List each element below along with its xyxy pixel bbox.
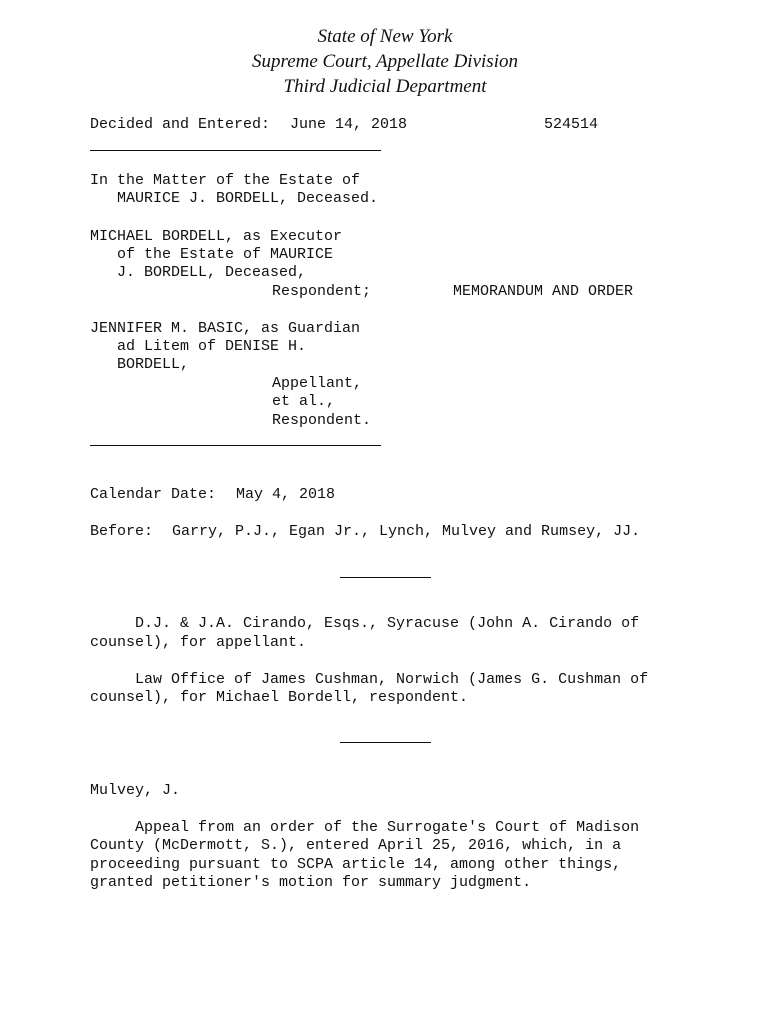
caption-bottom-rule xyxy=(90,445,381,446)
respondent-counsel-line-1: Law Office of James Cushman, Norwich (James G. Cushman of xyxy=(90,671,649,688)
court-name: Supreme Court, Appellate Division xyxy=(252,51,518,72)
before-label: Before: xyxy=(90,523,154,540)
section-rule-2 xyxy=(340,742,431,743)
party1-line-1: MICHAEL BORDELL, as Executor xyxy=(90,228,343,245)
decided-label: Decided and Entered: xyxy=(90,116,271,133)
opinion-line-1: Appeal from an order of the Surrogate's Court of Madison xyxy=(90,819,640,836)
appellant-counsel-line-1: D.J. & J.A. Cirando, Esqs., Syracuse (John A. Cirando of xyxy=(90,615,640,632)
section-rule-1 xyxy=(340,577,431,578)
appellant-counsel-line-2: counsel), for appellant. xyxy=(90,634,307,651)
court-department: Third Judicial Department xyxy=(283,76,487,97)
matter-line-1: In the Matter of the Estate of xyxy=(90,172,361,189)
caption-top-rule xyxy=(90,150,381,151)
party2-line-2: ad Litem of DENISE H. xyxy=(117,338,307,355)
docket-number: 524514 xyxy=(544,116,599,133)
court-header xyxy=(0,24,770,99)
calendar-label: Calendar Date: xyxy=(90,486,217,503)
court-state: State of New York xyxy=(317,26,453,47)
order-type: MEMORANDUM AND ORDER xyxy=(453,283,634,300)
party2-line-1: JENNIFER M. BASIC, as Guardian xyxy=(90,320,361,337)
opinion-line-4: granted petitioner's motion for summary judgment. xyxy=(90,874,532,891)
party1-line-3: J. BORDELL, Deceased, xyxy=(117,264,307,281)
party2-line-3: BORDELL, xyxy=(117,356,190,373)
party2-role-2: et al., xyxy=(272,393,336,410)
opinion-line-3: proceeding pursuant to SCPA article 14, among other things, xyxy=(90,856,622,873)
party2-role-3: Respondent. xyxy=(272,412,372,429)
party1-line-2: of the Estate of MAURICE xyxy=(117,246,334,263)
opinion-line-2: County (McDermott, S.), entered April 25, 2016, which, in a xyxy=(90,837,622,854)
party1-role: Respondent; xyxy=(272,283,372,300)
matter-line-2: MAURICE J. BORDELL, Deceased. xyxy=(117,190,379,207)
decided-date: June 14, 2018 xyxy=(290,116,408,133)
calendar-date: May 4, 2018 xyxy=(236,486,336,503)
respondent-counsel-line-2: counsel), for Michael Bordell, respondent. xyxy=(90,689,469,706)
opinion-author: Mulvey, J. xyxy=(90,782,181,799)
before-justices: Garry, P.J., Egan Jr., Lynch, Mulvey and Rumsey, JJ. xyxy=(172,523,641,540)
party2-role-1: Appellant, xyxy=(272,375,363,392)
